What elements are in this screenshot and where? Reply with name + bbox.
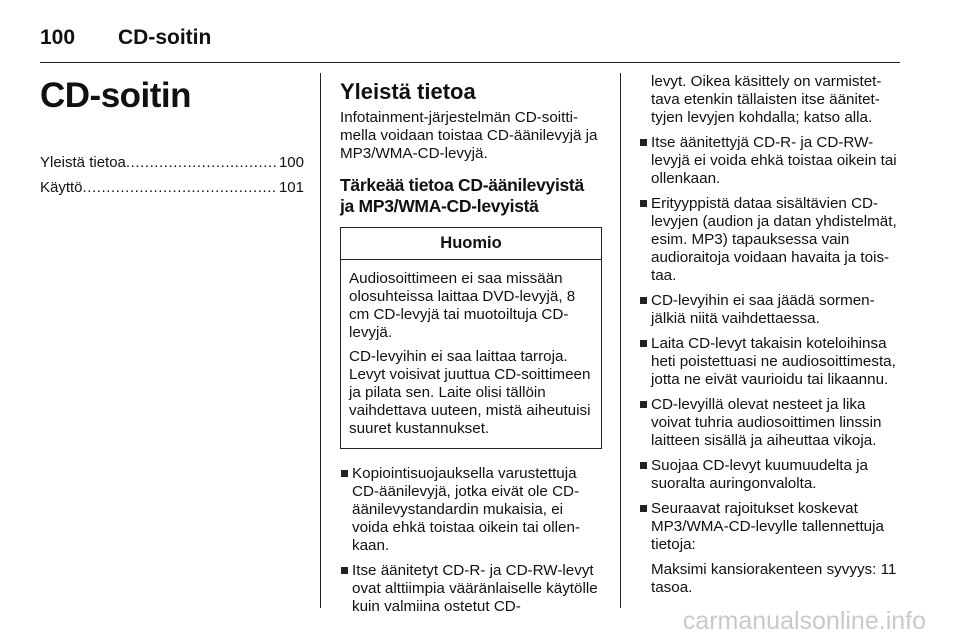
- bullet-list: [340, 465, 602, 616]
- note-body: [341, 260, 601, 448]
- bullet-item: Kopiointisuojauksella varustettuja CD-äänilevyjä, jotka eivät ole CD-äänilevystandardin mukaisia, ei voida ehkä toistaa oikein tai ollenkaan.: [340, 465, 602, 555]
- toc-entry[interactable]: [40, 175, 304, 200]
- header-title: CD-soitin: [118, 26, 212, 49]
- bullet-item: CD-levyillä olevat nesteet ja lika voivat tuhria audiosoittimen linssin laitteen sisällä ja aiheuttaa vikoja.: [639, 396, 901, 450]
- bullet-item: Suojaa CD-levyt kuumuudelta ja suoralta auringonvalolta.: [639, 457, 901, 493]
- section-title: Yleistä tietoa: [340, 79, 476, 104]
- toc-leader-dots: [83, 175, 277, 200]
- continued-text: levyt. Oikea käsittely on varmistettava etenkin tällaisten itse äänitettyjen levyjen kohdalla; katso alla.: [651, 73, 882, 126]
- column-1: [40, 73, 304, 200]
- page-number: 100: [40, 26, 76, 49]
- bullet-extra-text: Maksimi kansiorakenteen syvyys: 11 tasoa.: [651, 561, 897, 596]
- column-2: [340, 73, 602, 623]
- bullet-item: CD-levyihin ei saa jäädä sormenjälkiä niitä vaihdettaessa.: [639, 292, 901, 328]
- subsection-title: Tärkeää tietoa CD-äänilevyistä ja MP3/WMA-CD-levyistä: [340, 175, 584, 216]
- table-of-contents: [40, 150, 304, 200]
- note-box: [340, 227, 602, 449]
- watermark: carmanualsonline.info: [682, 607, 926, 635]
- bullet-item: Erityyppistä dataa sisältävien CD-levyjen (audion ja datan yhdistelmät, esim. MP3) tapauksessa vain audioraitoja voidaan havaita ja toistaa.: [639, 195, 901, 285]
- bullet-list: [639, 134, 901, 597]
- toc-leader-dots: [126, 150, 277, 175]
- toc-entry-page: 101: [278, 179, 304, 196]
- toc-entry[interactable]: [40, 150, 304, 175]
- bullet-text: Seuraavat rajoitukset koskevat MP3/WMA-CD-levylle tallennettuja tietoja:: [651, 500, 884, 553]
- bullet-item: [639, 500, 901, 597]
- intro-paragraph: Infotainment-järjestelmän CD-soittimella voidaan toistaa CD-äänilevyjä ja MP3/WMA-CD-levyjä.: [340, 109, 598, 162]
- page-header: [40, 18, 211, 58]
- toc-entry-label: Yleistä tietoa: [40, 154, 126, 171]
- bullet-item: Laita CD-levyt takaisin koteloihinsa heti poistettuasi ne audiosoittimesta, jotta ne eivät vaurioidu tai likaannu.: [639, 335, 901, 389]
- note-heading: Huomio: [341, 228, 601, 260]
- note-paragraph: CD-levyihin ei saa laittaa tarroja. Levyt voisivat juuttua CD-soittimeen ja pilata sen. Laite olisi tällöin vaihdettava uuteen, mistä aiheutuisi suuret kustannukset.: [349, 348, 591, 437]
- toc-entry-label: Käyttö: [40, 179, 83, 196]
- column-3: [639, 73, 901, 604]
- header-divider: [40, 62, 900, 63]
- bullet-item: Itse äänitettyjä CD-R- ja CD-RW-levyjä ei voida ehkä toistaa oikein tai ollenkaan.: [639, 134, 901, 188]
- bullet-item: Itse äänitetyt CD-R- ja CD-RW-levyt ovat alttiimpia vääränlaiselle käytölle kuin valmiina ostetut CD-: [340, 562, 602, 616]
- chapter-title: CD-soitin: [40, 76, 192, 115]
- toc-entry-page: 100: [278, 154, 304, 171]
- column-divider-2: [620, 73, 621, 608]
- column-divider-1: [320, 73, 321, 608]
- note-paragraph: Audiosoittimeen ei saa missään olosuhteissa laittaa DVD-levyjä, 8 cm CD-levyjä tai muotoiltuja CD-levyjä.: [349, 270, 576, 341]
